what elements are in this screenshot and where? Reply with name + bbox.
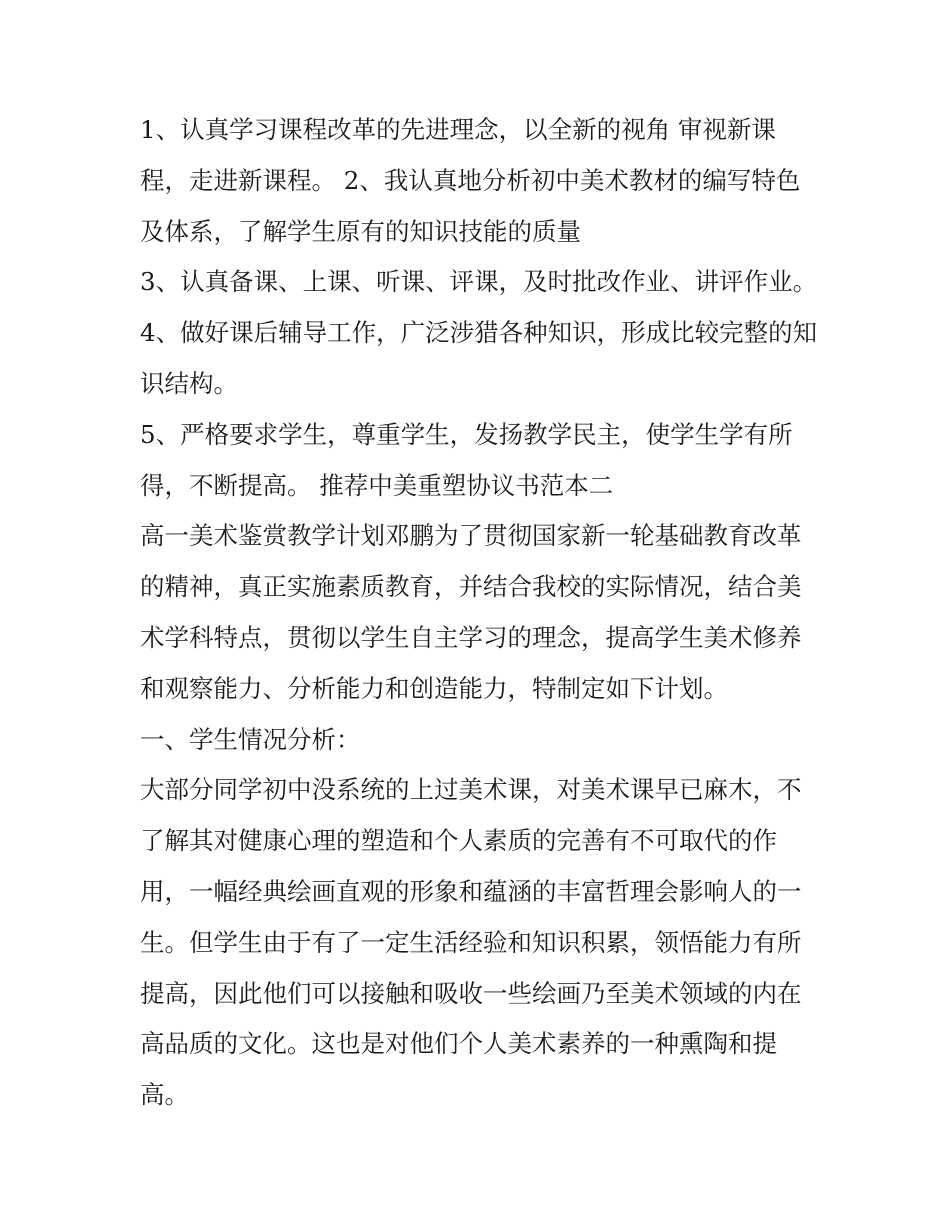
paragraph-4: 高一美术鉴赏教学计划邓鹏为了贯彻国家新一轮基础教育改革的精神，真正实施素质教育，并结合我校的实际情况，结合美术学科特点，贯彻以学生自主学习的理念，提高学生美术修养和观察能力、分析能力和创造能力，特制定如下计划。 <box>140 521 802 703</box>
paragraph-3: 5、严格要求学生，尊重学生，发扬教学民主，使学生学有所得，不断提高。 推荐中美重塑协议书范本二 <box>140 419 793 500</box>
section-heading: 一、学生情况分析： <box>140 724 361 754</box>
paragraph-2: 3、认真备课、上课、听课、评课，及时批改作业、讲评作业。 4、做好课后辅导工作，广泛涉猎各种知识，形成比较完整的知识结构。 <box>140 267 818 398</box>
paragraph-1: 1、认真学习课程改革的先进理念，以全新的视角 审视新课程，走进新课程。 2、我认真地分析初中美术教材的编写特色及体系，了解学生原有的知识技能的质量 <box>140 115 801 246</box>
paragraph-5: 大部分同学初中没系统的上过美术课，对美术课早已麻木，不了解其对健康心理的塑造和个人素质的完善有不可取代的作用，一幅经典绘画直观的形象和蕴涵的丰富哲理会影响人的一生。但学生由于有了一定生活经验和知识积累，领悟能力有所提高，因此他们可以接触和吸收一些绘画乃至美术领域的内在高品质的文化。这也是对他们个人美术素养的一种熏陶和提高。 <box>140 775 802 1110</box>
document-body <box>140 105 820 1121</box>
